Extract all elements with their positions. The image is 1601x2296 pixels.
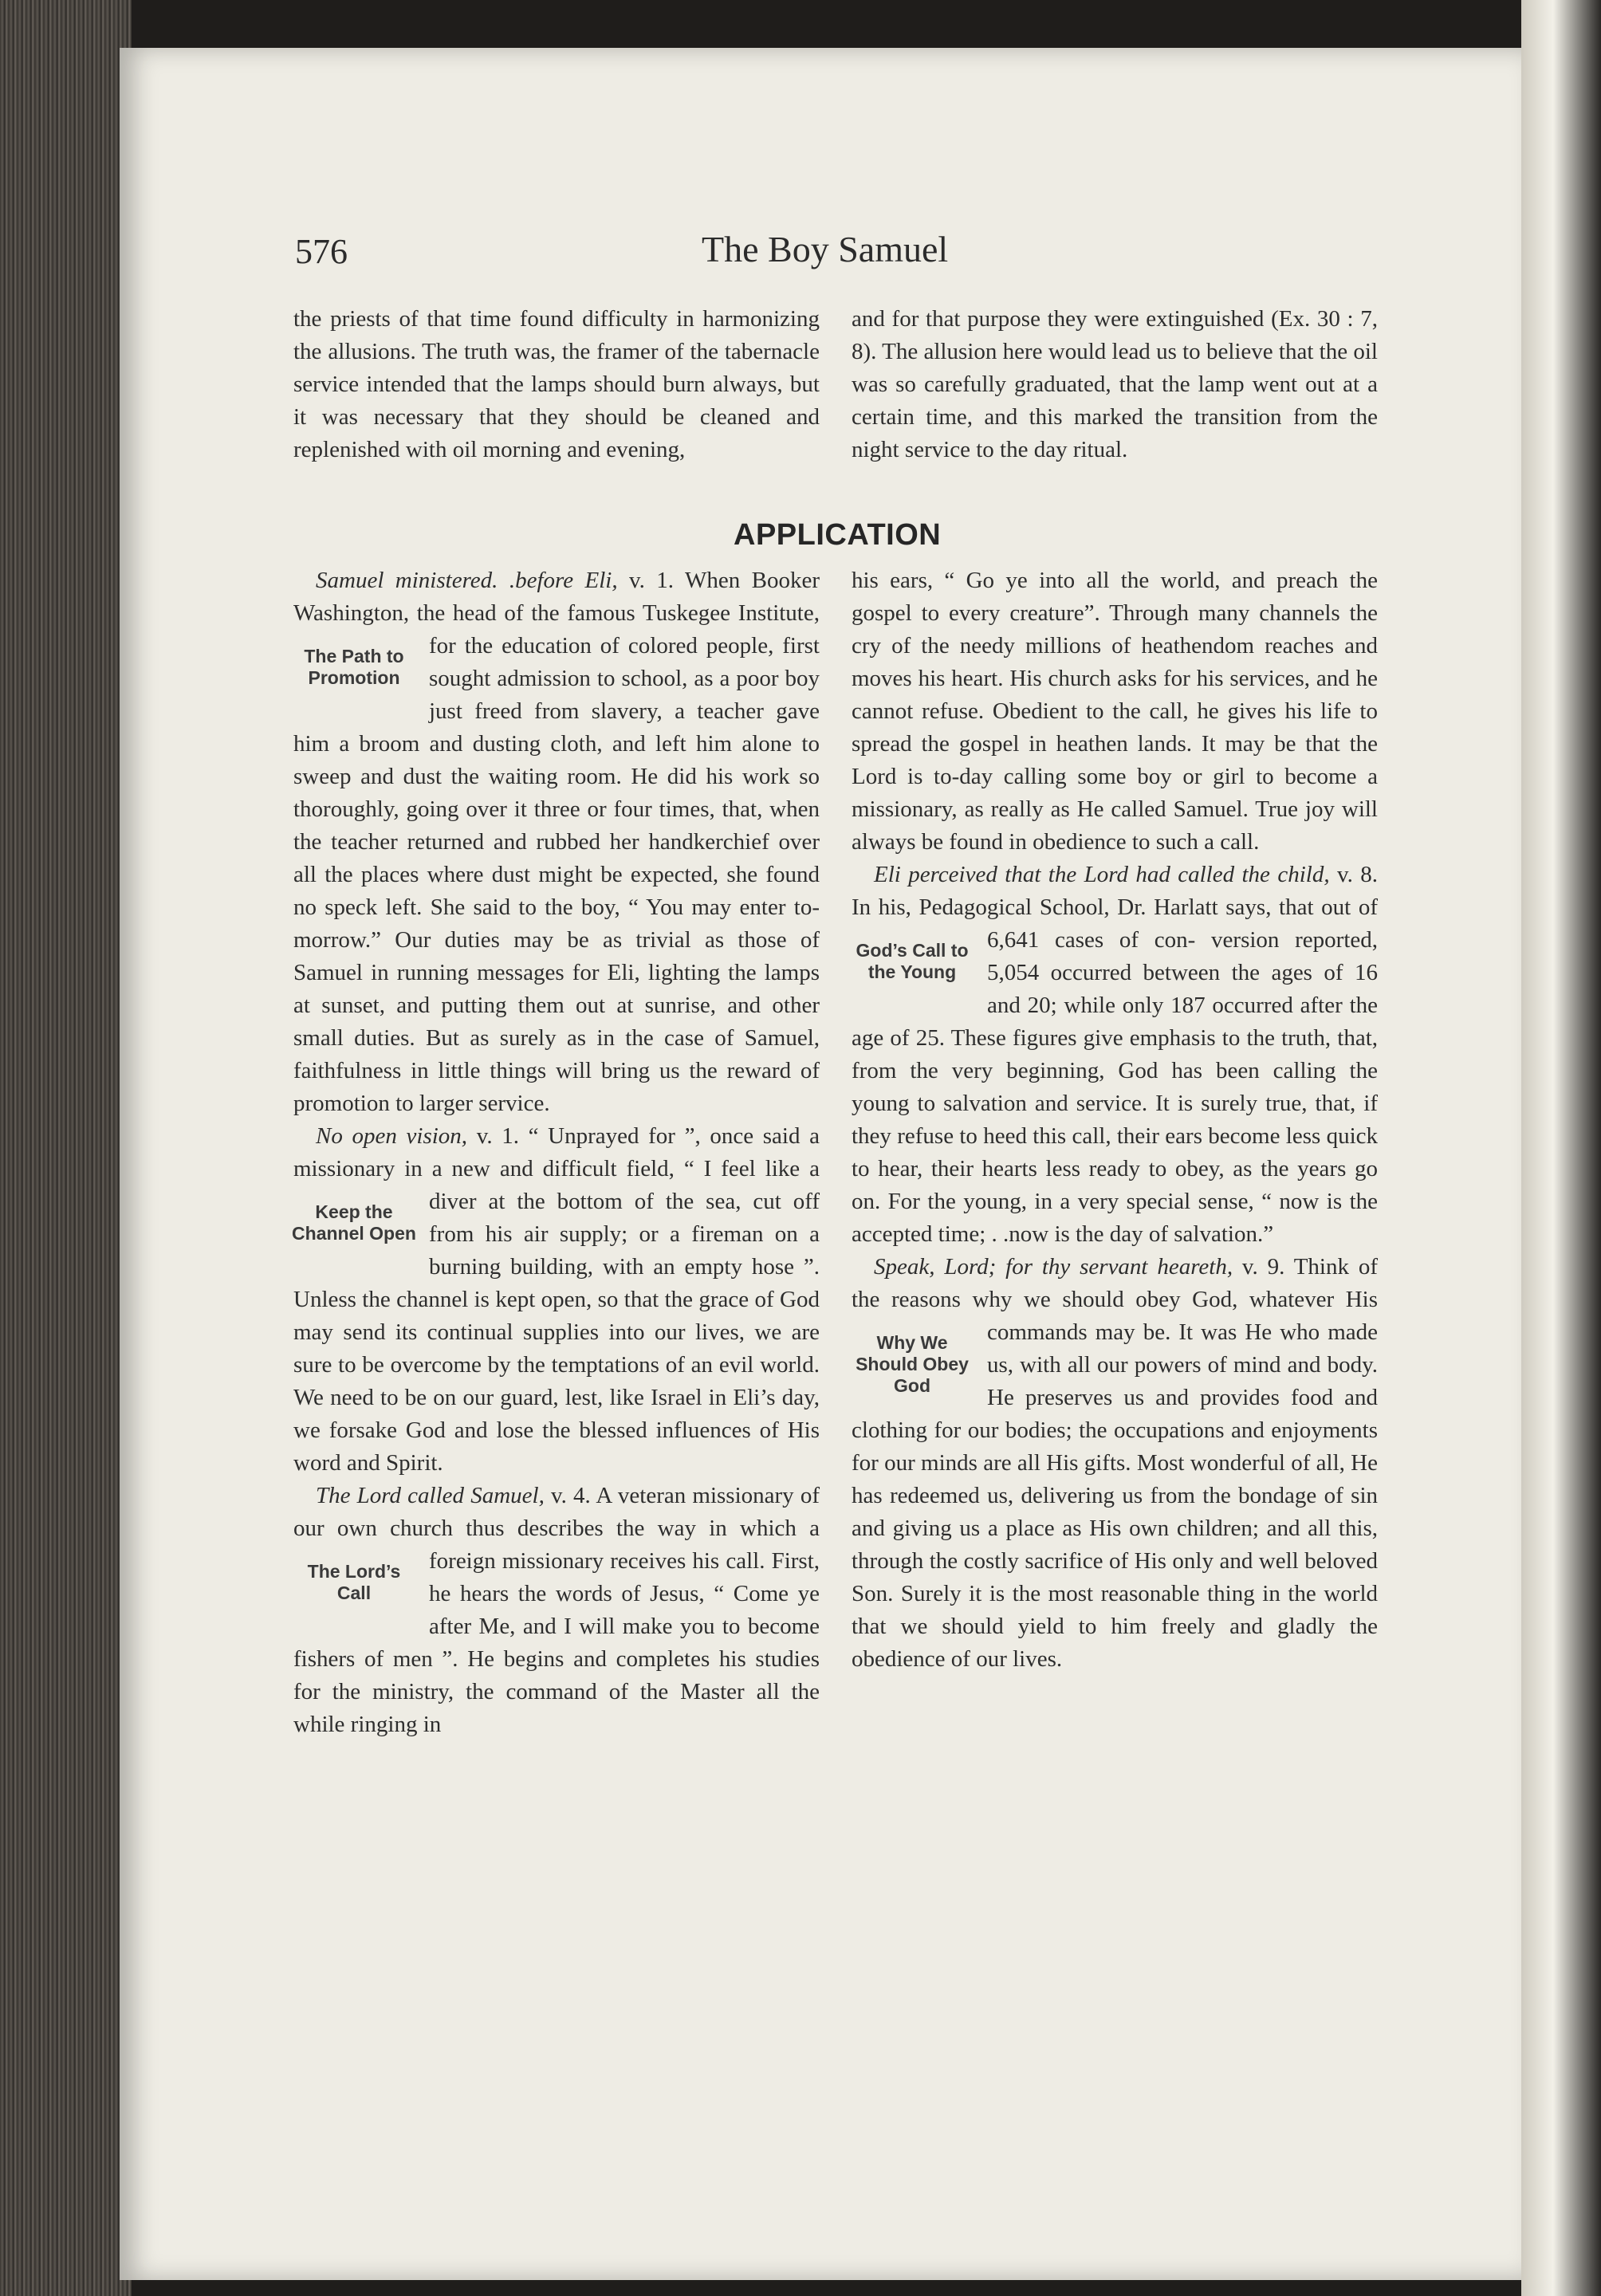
paragraph-path-to-promotion — [293, 564, 820, 1120]
paragraph-text: his ears, “ Go ye into all the world, and preach the gospel to every creature”. Through many channels the cry of the needy millions of heathendom reaches and moves his heart. His church asks for his services, and he cannot refuse. Obedient to the call, he gives his life to spread the gospel in heathen lands. It may be that the Lord is to-day calling some boy or girl to become a missionary, as really as He called Samuel. True joy will always be found in obedience to such a call. — [852, 568, 1378, 855]
paragraph-text: colored people, first sought admission to school, as a poor boy just freed from slavery, a teacher gave him a broom and dusting cloth, and left him alone to sweep and dust the waiting room. He did his work so thoroughly, going over it three or four times, that, when the teacher returned and rubbed her handkerchief over all the places where dust might be expected, she found no speck left. She said to the boy, “ You may enter to-morrow.” Our duties may be as trivial as those of Samuel in running messages for Eli, lighting the lamps at sunset, and putting them out at sunrise, and other small duties. But as surely as in the case of Samuel, faithfulness in little things will bring us the reward of promotion to larger service. — [293, 633, 820, 1116]
running-title: The Boy Samuel — [702, 229, 949, 269]
paragraph-keep-channel-open — [293, 1120, 820, 1480]
top-left-text — [293, 303, 820, 466]
paragraph-continuation — [852, 564, 1378, 859]
facing-page-edge — [1521, 0, 1601, 2296]
top-right-text — [852, 303, 1378, 466]
side-heading: Why We Should Obey God — [856, 1332, 969, 1396]
scripture-reference: No open vision, — [316, 1123, 468, 1149]
paragraph-why-obey-god — [852, 1251, 1378, 1676]
scripture-reference: Speak, Lord; for thy servant heareth, — [874, 1254, 1233, 1280]
side-heading: The Lord’s Call — [307, 1561, 401, 1603]
paragraph-lords-call — [293, 1480, 820, 1741]
paragraph-text: the sea, cut off from his air supply; or a fireman on a burning building, with an empty hose ”. Unless the channel is kept open, so that the grace of God may send its continual supplies into our lives, we are sure to be overcome by the temptations of an evil world. We need to be on our guard, lest, like Israel in Eli’s day, we forsake God and lose the blessed influences of His word and Spirit. — [293, 1189, 820, 1476]
side-heading: The Path to Promotion — [304, 646, 404, 688]
paragraph-gods-call-young — [852, 859, 1378, 1251]
left-column — [293, 564, 820, 1741]
paragraph-text: It was He who made us, with all our powers of mind and body. He preserves us and provides food and clothing for our bodies; the occupations and enjoyments for our minds are all His gifts. Most wonderful of all, He has redeemed us, delivering us from the bondage of sin and giving us a place as His own children; and all this, through the costly sacrifice of His only and well beloved Son. Surely it is the most reasonable thing in the world that we should yield to him freely and gladly the obedience of our lives. — [852, 1319, 1379, 1672]
paragraph: and for that purpose they were extinguished (Ex. 30 : 7, 8). The allusion here would lead us to believe that the oil was so carefully graduated, that the lamp went out at a certain time, and this marked the transition from the night service to the day ritual. — [852, 306, 1378, 462]
side-heading: Keep the Channel Open — [292, 1201, 416, 1244]
scripture-reference: The Lord called Samuel, — [316, 1483, 545, 1508]
scripture-reference: Eli perceived that the Lord had called the child, — [874, 862, 1330, 887]
paragraph-text: v. 8. In his, Pedagogical School, Dr. Harlatt says, that out of 6,641 cases of con- — [852, 862, 1378, 953]
section-heading: APPLICATION — [734, 518, 942, 552]
paragraph-text: v. 1. “ Unprayed for ”, once said a missionary in a new and difficult field, “ I feel like a diver at the bottom of — [293, 1123, 820, 1214]
page-number: 576 — [295, 232, 348, 271]
right-column — [852, 564, 1378, 1676]
book-page-edges — [0, 0, 132, 2296]
paragraph-text: version reported, 5,054 occurred between the ages of 16 and 20; while only 187 occurred after the age of 25. These figures give emphasis to the truth, that, from the very beginning, God has been calling the young to salvation and service. It is surely true, that, if they refuse to heed this call, their ears become less quick to hear, their hearts less ready to obey, as the years go on. For the young, in a very special sense, “ now is the accepted time; . .now is the day of salvation.” — [852, 927, 1379, 1247]
scripture-reference: Samuel ministered. .before Eli, — [316, 568, 618, 593]
paragraph-text: v. 4. A veteran missionary of our own church thus describes the way in which a foreign missionary receives — [293, 1483, 820, 1574]
paragraph-text: his call. First, he hears the words of Jesus, “ Come ye after Me, and I will make you to become fishers of men ”. He begins and completes his studies for the ministry, the command of the Master all the while ringing in — [293, 1548, 820, 1737]
page-header — [295, 231, 1379, 279]
side-heading: God’s Call to the Young — [856, 940, 969, 982]
paragraph-text: v. 1. When Booker Washington, the head of the famous Tuskegee Institute, for the education of — [293, 568, 820, 659]
paragraph-text: v. 9. Think of the reasons why we should obey God, whatever His commands may be. — [852, 1254, 1378, 1345]
paragraph: the priests of that time found difficulty in harmonizing the allusions. The truth was, the framer of the tabernacle service intended that the lamps should burn always, but it was necessary that they should be cleaned and replenished with oil morning and evening, — [293, 306, 820, 462]
